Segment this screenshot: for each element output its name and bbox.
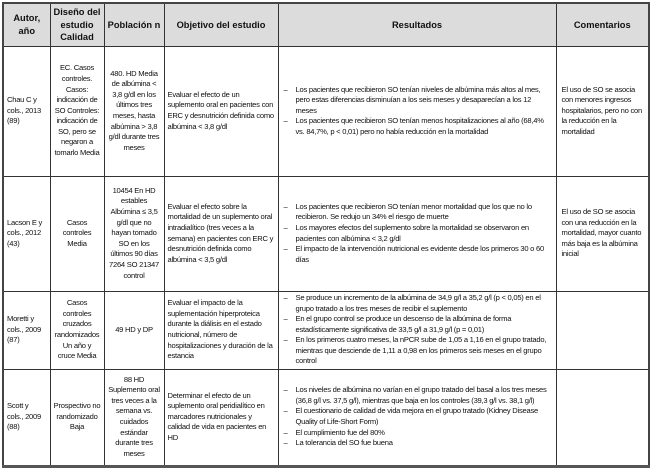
header-objective: Objetivo del estudio <box>164 3 278 46</box>
result-item: – Los niveles de albúmina no varían en el grupo tratado del basal a los tres meses (36,8 g/l vs. 37,5 g/l), mientras que baja en los controles (39,3 g/l vs. 38,1 g/l) <box>283 385 547 405</box>
result-item: – Los mayores efectos del suplemento sobre la mortalidad se observaron en pacientes con albúmina < 3,2 g/dl <box>283 222 529 243</box>
dash-bullet-icon: – <box>283 201 288 211</box>
result-item: – Se produce un incremento de la albúmina de 34,9 g/l a 35,2 g/l (p < 0,05) en el grupo tratado a los tres meses de recibir el suplemento <box>283 292 541 313</box>
dash-bullet-icon: – <box>283 314 288 324</box>
cell-results <box>278 291 556 369</box>
header-design: Diseño del estudio Calidad <box>50 3 104 46</box>
studies-table <box>2 2 650 468</box>
cell-objective: Evaluar el efecto de un suplemento oral en pacientes con ERC y desnutrición definida como albúmina < 3,8 g/dl <box>164 46 278 176</box>
cell-objective: Evaluar el impacto de la suplementación hiperproteica durante la diálisis en el estado nutricional, número de hospitalizaciones y duración de la estancia <box>164 291 278 369</box>
dash-bullet-icon: – <box>283 292 288 302</box>
dash-bullet-icon: – <box>283 406 288 416</box>
cell-design: EC. Casos controles. Casos: indicación de SO Controles: indicación de SO, pero se negaron a tomarlo Media <box>50 46 104 176</box>
results-list <box>282 85 553 138</box>
header-population: Población n <box>104 3 164 46</box>
result-item: – Los pacientes que recibieron SO tenían niveles de albúmina más altos al mes, pero estas diferencias disminuían a los seis meses y desaparecían a los 12 meses <box>283 84 541 115</box>
cell-author: Chau C y cols., 2013 (89) <box>3 46 50 176</box>
cell-comments <box>556 291 649 369</box>
cell-results <box>278 369 556 466</box>
table-row <box>3 46 649 176</box>
dash-bullet-icon: – <box>283 335 288 345</box>
cell-objective: Determinar el efecto de un suplemento oral peridialítico en marcadores nutricionales y calidad de vida en pacientes en HD <box>164 369 278 466</box>
cell-author: Lacson E y cols., 2012 (43) <box>3 176 50 291</box>
header-row <box>3 3 649 46</box>
dash-bullet-icon: – <box>283 385 288 395</box>
dash-bullet-icon: – <box>283 244 288 254</box>
result-item: – Los pacientes que recibieron SO tenían menos hospitalizaciones al año (68,4% vs. 84,7%, p < 0,01) pero no había reducción en la mortalidad <box>283 116 544 136</box>
header-comments: Comentarios <box>556 3 649 46</box>
result-item: – El impacto de la intervención nutricional es evidente desde los primeros 30 o 60 días <box>283 244 544 264</box>
cell-comments: El uso de SO se asocia con una reducción en la mortalidad, mayor cuanto más baja es la albúmina inicial <box>556 176 649 291</box>
table-row <box>3 176 649 291</box>
cell-comments <box>556 369 649 466</box>
dash-bullet-icon: – <box>283 116 288 126</box>
header-results: Resultados <box>278 3 556 46</box>
cell-design: Prospectivo no randomizado Baja <box>50 369 104 466</box>
cell-design: Casos controles cruzados randomizados Un año y cruce Media <box>50 291 104 369</box>
results-list <box>282 202 553 266</box>
result-item: – La tolerancia del SO fue buena <box>283 438 393 448</box>
cell-population: 480. HD Media de albúmina < 3,8 g/dl en los últimos tres meses, hasta albúmina > 3,8 g/dl durante tres meses <box>104 46 164 176</box>
result-item: – Los pacientes que recibieron SO tenían menor mortalidad que los que no lo recibieron. Se redujo un 34% el riesgo de muerte <box>283 201 532 222</box>
result-item: – En el grupo control se produce un descenso de la albúmina de forma estadísticamente significativa de 33,5 g/l a 31,9 g/l (p = 0,01) <box>283 314 512 334</box>
results-list <box>282 385 553 449</box>
result-item: – El cuestionario de calidad de vida mejora en el grupo tratado (Kidney Disease Quality of Life-Short Form) <box>283 406 538 426</box>
result-item: – En los primeros cuatro meses, la nPCR sube de 1,05 a 1,16 en el grupo tratado, mientras que desciende de 1,11 a 0,98 en los primeros seis meses en el grupo control <box>283 335 547 366</box>
cell-author: Moretti y cols., 2009 (87) <box>3 291 50 369</box>
cell-author: Scott y cols., 2009 (88) <box>3 369 50 466</box>
dash-bullet-icon: – <box>283 84 288 94</box>
results-list <box>282 293 553 367</box>
header-author: Autor, año <box>3 3 50 46</box>
table-row <box>3 291 649 369</box>
cell-comments: El uso de SO se asocia con menores ingresos hospitalarios, pero no con la reducción en la mortalidad <box>556 46 649 176</box>
dash-bullet-icon: – <box>283 427 288 437</box>
dash-bullet-icon: – <box>283 438 288 448</box>
cell-population: 49 HD y DP <box>104 291 164 369</box>
cell-population: 88 HD Suplemento oral tres veces a la semana vs. cuidados estándar durante tres meses <box>104 369 164 466</box>
result-item: – El cumplimiento fue del 80% <box>283 427 385 437</box>
cell-results <box>278 176 556 291</box>
dash-bullet-icon: – <box>283 222 288 232</box>
table-row <box>3 369 649 466</box>
cell-design: Casos controles Media <box>50 176 104 291</box>
cell-results <box>278 46 556 176</box>
cell-objective: Evaluar el efecto sobre la mortalidad de un suplemento oral intradialítico (tres veces a la semana) en pacientes con ERC y desnutrición definida como albúmina < 3,5 g/dl <box>164 176 278 291</box>
cell-population: 10454 En HD estables Albúmina ≤ 3,5 g/dl que no hayan tomado SO en los últimos 90 días 7264 SO 21347 control <box>104 176 164 291</box>
